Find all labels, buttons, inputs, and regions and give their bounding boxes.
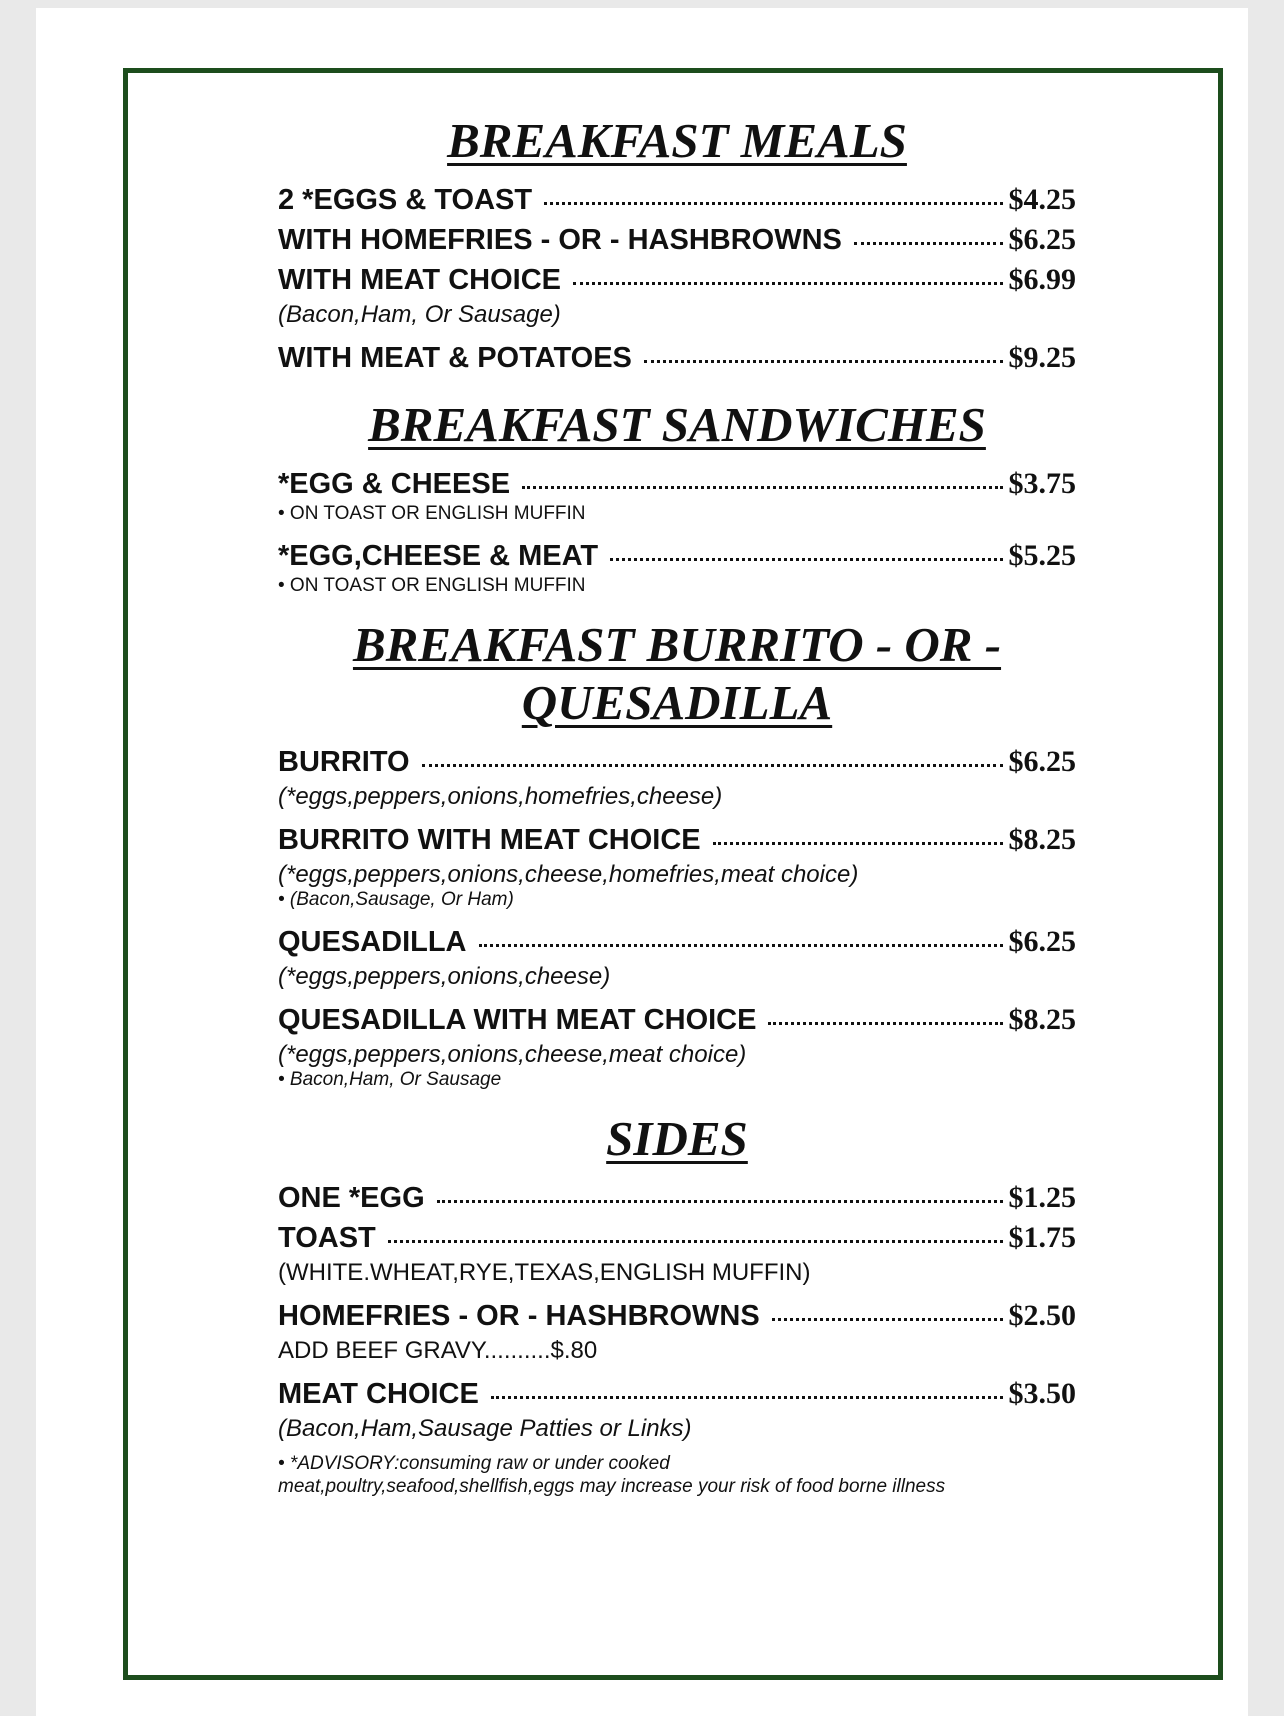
item-price: $5.25 [1008,539,1076,572]
item-description: (Bacon,Ham, Or Sausage) [278,301,561,328]
advisory-line: • *ADVISORY:consuming raw or under cooked [278,1453,670,1474]
section-title-line: QUESADILLA [521,675,833,730]
menu-item [278,220,1076,260]
item-price: $6.99 [1008,263,1076,296]
dot-leader [854,242,1003,245]
menu-item [278,1178,1076,1218]
item-name: MEAT CHOICE [278,1378,479,1410]
item-price: $3.75 [1008,467,1076,500]
item-name: ONE *EGG [278,1182,425,1214]
item-name: WITH HOMEFRIES - OR - HASHBROWNS [278,224,842,256]
item-price: $8.25 [1008,1003,1076,1036]
menu-item [278,742,1076,812]
dot-leader [479,944,1003,947]
dot-leader [491,1396,1003,1399]
section-title-burrito-quesadilla [278,616,1076,732]
item-price: $6.25 [1008,925,1076,958]
menu-item [278,464,1076,526]
item-name: 2 *EGGS & TOAST [278,184,533,216]
item-description: (*eggs,peppers,onions,cheese) [278,963,611,990]
item-note: • ON TOAST OR ENGLISH MUFFIN [278,503,586,524]
item-description: (*eggs,peppers,onions,homefries,cheese) [278,783,723,810]
item-price: $3.50 [1008,1377,1076,1410]
dot-leader [388,1240,1003,1243]
menu-item [278,536,1076,598]
section-title-breakfast-sandwiches: BREAKFAST SANDWICHES [368,397,986,452]
item-price: $1.75 [1008,1221,1076,1254]
dot-leader [573,282,1003,285]
section-title-sides: SIDES [606,1111,748,1166]
menu-item [278,260,1076,330]
dot-leader [644,360,1003,363]
dot-leader [437,1200,1003,1203]
item-name: WITH MEAT CHOICE [278,264,561,296]
item-description: (Bacon,Ham,Sausage Patties or Links) [278,1415,692,1442]
item-price: $4.25 [1008,183,1076,216]
item-description: (*eggs,peppers,onions,cheese,homefries,meat choice) [278,861,859,888]
item-name: QUESADILLA WITH MEAT CHOICE [278,1004,757,1036]
item-note: • (Bacon,Sausage, Or Ham) [278,889,514,910]
item-name: QUESADILLA [278,926,467,958]
item-note: • Bacon,Ham, Or Sausage [278,1069,502,1090]
dot-leader [522,486,1002,489]
advisory-line: meat,poultry,seafood,shellfish,eggs may increase your risk of food borne illness [278,1476,946,1497]
section-title-line: BREAKFAST BURRITO - OR - [352,617,1002,672]
menu-item [278,1218,1076,1288]
item-name: TOAST [278,1222,376,1254]
dot-leader [768,1022,1002,1025]
menu-item [278,820,1076,912]
dot-leader [713,842,1003,845]
item-name: BURRITO WITH MEAT CHOICE [278,824,701,856]
item-description: (*eggs,peppers,onions,cheese,meat choice) [278,1041,747,1068]
dot-leader [772,1318,1003,1321]
menu-page [36,8,1248,1716]
item-description: (WHITE.WHEAT,RYE,TEXAS,ENGLISH MUFFIN) [278,1259,811,1286]
item-price: $2.50 [1008,1299,1076,1332]
item-price: $9.25 [1008,341,1076,374]
food-advisory [278,1452,1076,1498]
section-title-breakfast-meals: BREAKFAST MEALS [447,113,907,168]
item-name: BURRITO [278,746,410,778]
menu-content [278,108,1076,1498]
item-name: WITH MEAT & POTATOES [278,342,632,374]
item-price: $6.25 [1008,223,1076,256]
dot-leader [422,764,1003,767]
item-name: HOMEFRIES - OR - HASHBROWNS [278,1300,760,1332]
menu-item [278,180,1076,220]
item-price: $1.25 [1008,1181,1076,1214]
item-price: $8.25 [1008,823,1076,856]
item-price: $6.25 [1008,745,1076,778]
menu-item [278,1000,1076,1092]
dot-leader [610,558,1002,561]
item-name: *EGG,CHEESE & MEAT [278,540,599,572]
item-description: ADD BEEF GRAVY..........$.80 [278,1337,598,1364]
item-note: • ON TOAST OR ENGLISH MUFFIN [278,575,586,596]
menu-item [278,1296,1076,1366]
dot-leader [544,202,1002,205]
menu-item [278,1374,1076,1444]
menu-item [278,338,1076,378]
item-name: *EGG & CHEESE [278,468,511,500]
menu-item [278,922,1076,992]
